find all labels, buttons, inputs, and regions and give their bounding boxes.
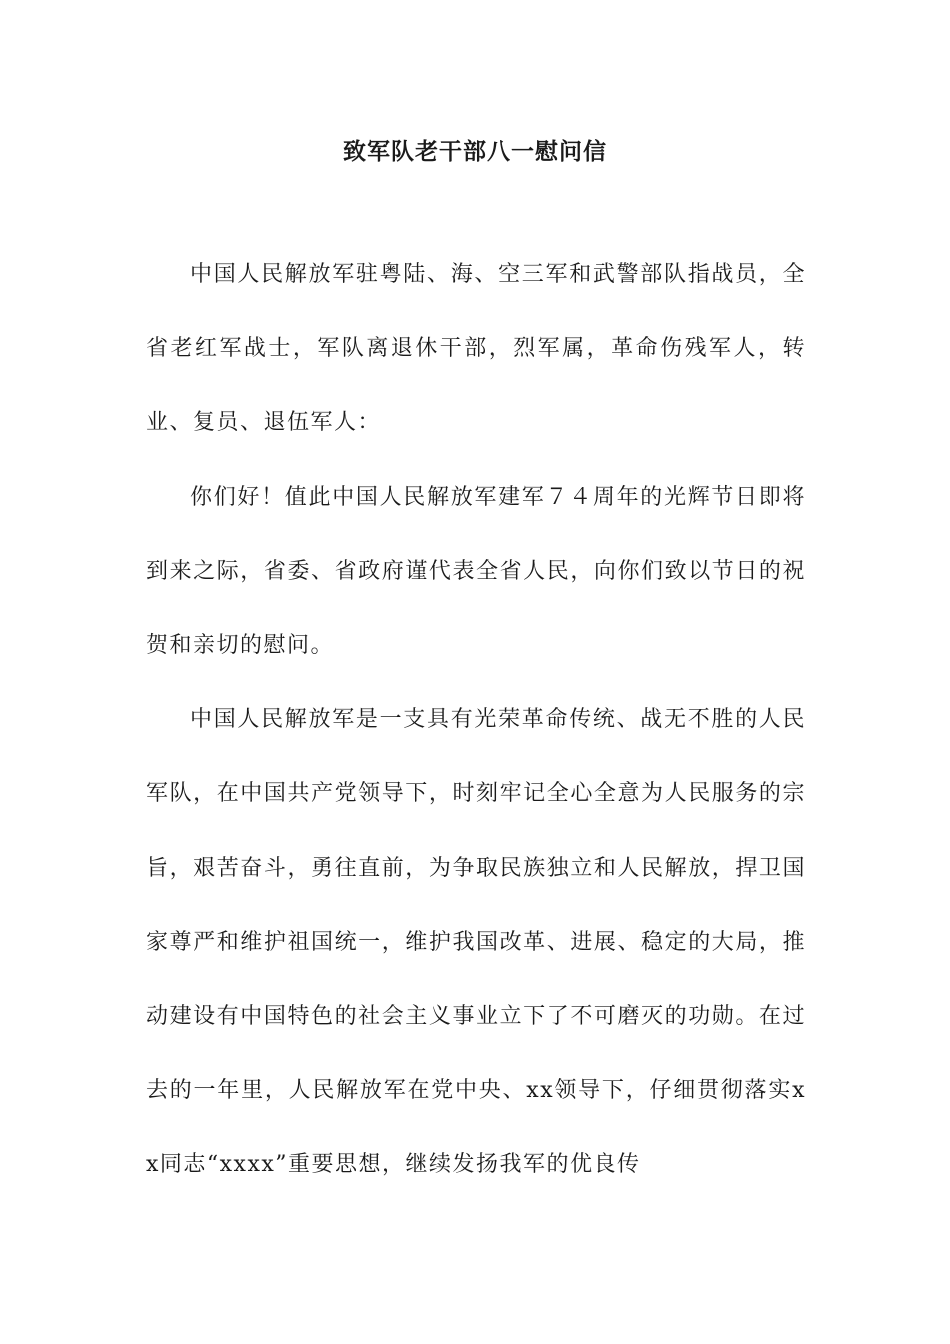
paragraph-greeting: 你们好！值此中国人民解放军建军７４周年的光辉节日即将到来之际，省委、省政府谨代表全省人民，向你们致以节日的祝贺和亲切的慰问。	[146, 484, 806, 659]
paragraph-main: 中国人民解放军是一支具有光荣革命传统、战无不胜的人民军队，在中国共产党领导下，时刻牢记全心全意为人民服务的宗旨，艰苦奋斗，勇往直前，为争取民族独立和人民解放，捍卫国家尊严和维护祖国统一，维护我国改革、进展、稳定的大局，推动建设有中国特色的社会主义事业立下了不可磨灭的功勋。在过去的一年里，人民解放军在党中央、xx领导下，仔细贯彻落实xx同志“xxxx”重要思想，继续发扬我军的优良传	[146, 707, 806, 1178]
paragraph-salutation: 中国人民解放军驻粤陆、海、空三军和武警部队指战员，全省老红军战士，军队离退休干部，烈军属，革命伤残军人，转业、复员、退伍军人：	[146, 262, 806, 436]
document-title: 致军队老干部八一慰问信	[343, 138, 607, 165]
document-body	[146, 238, 806, 1203]
